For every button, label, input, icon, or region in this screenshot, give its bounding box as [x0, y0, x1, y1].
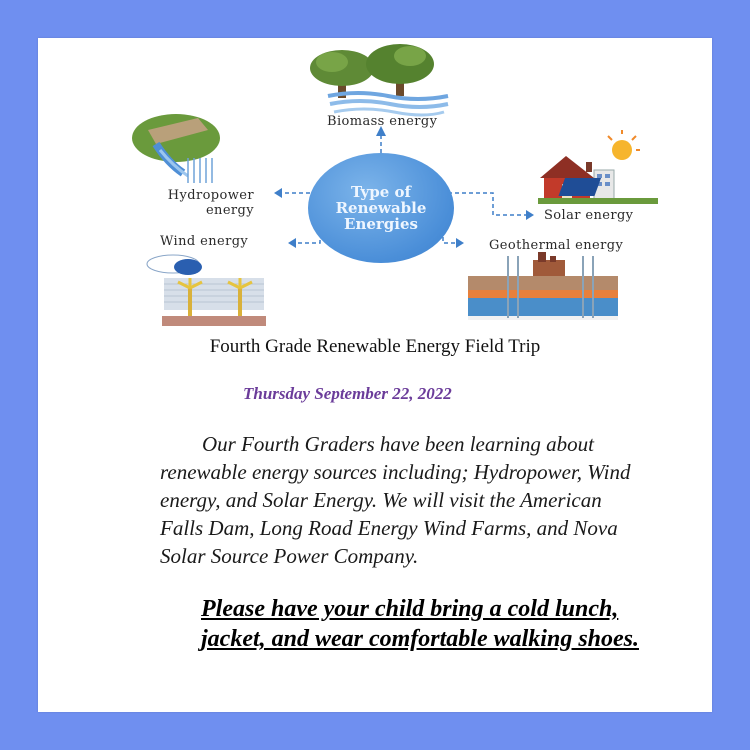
- geothermal-label: Geothermal energy: [489, 238, 624, 253]
- diagram-center-node: [308, 153, 454, 263]
- hydropower-label-line2: energy: [205, 203, 254, 218]
- solar-label: Solar energy: [544, 208, 634, 223]
- dam-icon: [132, 114, 220, 183]
- hydropower-label-line1: Hydropower: [167, 188, 254, 203]
- body-paragraph: Our Fourth Graders have been learning about renewable energy sources including; Hydropower, Wind energy, and Solar Energy. We will visit the American Falls Dam, Long Road Energy Wind Farms, and Nova Solar Source Power Company.: [160, 432, 631, 568]
- flyer-card: [38, 38, 712, 712]
- page-title: Fourth Grade Renewable Energy Field Trip: [209, 336, 541, 357]
- geothermal-plant-icon: [468, 252, 618, 320]
- wind-turbines-icon: [147, 255, 266, 326]
- wind-label: Wind energy: [160, 234, 249, 249]
- biomass-label: Biomass energy: [327, 114, 438, 129]
- trees-icon: [310, 44, 448, 115]
- solar-farm-icon: [538, 130, 658, 204]
- diagram-center-label: Type of Renewable Energies: [335, 183, 427, 233]
- reminder-note: Please have your child bring a cold lunch, jacket, and wear comfortable walking shoes.: [201, 596, 639, 652]
- event-date: Thursday September 22, 2022: [243, 384, 452, 403]
- renewable-energy-diagram: [38, 38, 712, 338]
